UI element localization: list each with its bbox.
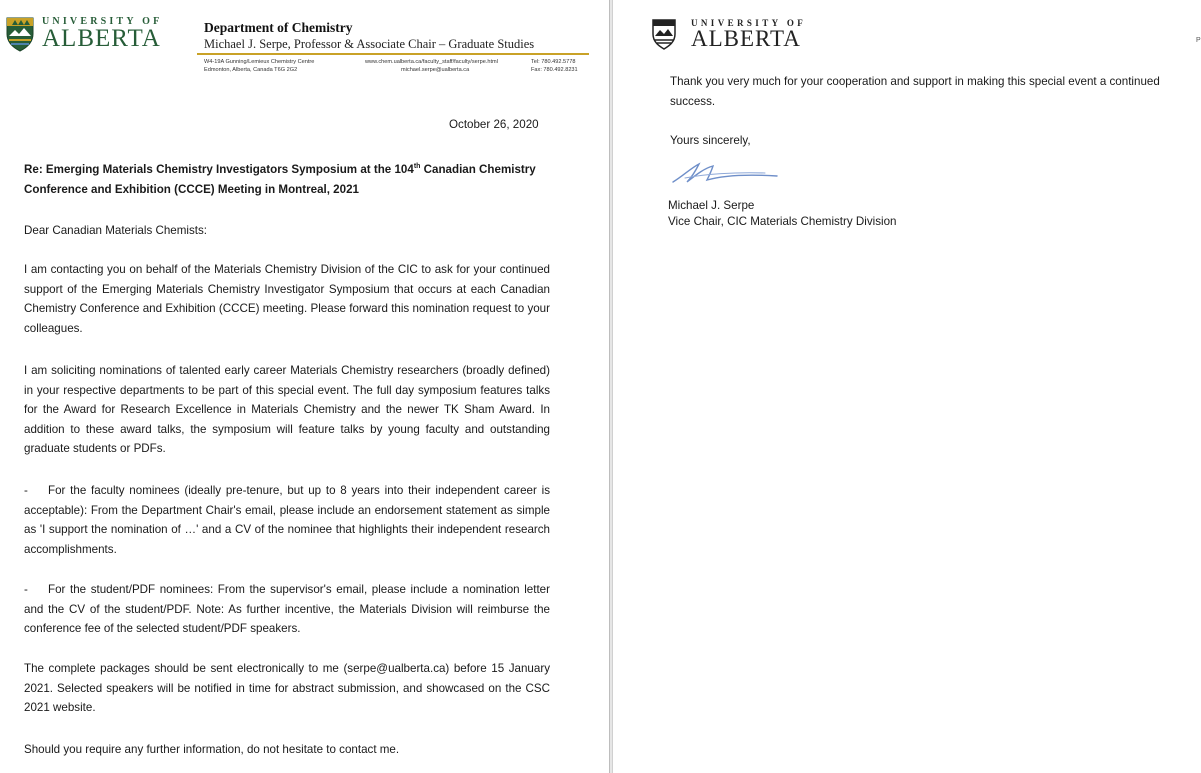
department-name: Department of Chemistry (204, 20, 353, 35)
signer-title: Vice Chair, CIC Materials Chemistry Division (668, 214, 897, 228)
thanks-paragraph (670, 72, 1200, 111)
web-address: www.chem.ualberta.ca/faculty_staff/faculty/serpe.html (365, 59, 498, 65)
paragraph-3: The complete packages should be sent electronically to me (serpe@ualberta.ca) before 15 January 2021. Selected speakers will be notified in time for abstract submission, and showcased on the CSC 2021 website. (24, 662, 550, 715)
bullet-2-text: For the student/PDF nominees: From the supervisor's email, please include a nomination letter and the CV of the student/PDF. Note: As further incentive, the Materials Division will reimburse the conference fee of the selected student/PDF speakers. (24, 583, 550, 636)
bullet-1 (24, 481, 550, 559)
person-title: Michael J. Serpe, Professor & Associate Chair – Graduate Studies (204, 37, 535, 51)
university-small-text-2: UNIVERSITY OF (691, 18, 807, 28)
university-big-text: ALBERTA (42, 25, 161, 52)
signature-image (665, 158, 785, 188)
signer-block (668, 198, 897, 229)
university-wordmark-mono (691, 18, 806, 50)
university-big-text-2: ALBERTA (691, 26, 801, 51)
letter-page-2 (613, 0, 1200, 773)
subject-part-2: Canadian Chemistry Conference and Exhibition (CCCE) Meeting in Montreal, 2021 (24, 163, 536, 196)
telephone: Tel: 780.492.5778 (531, 59, 576, 65)
subject-superscript: th (413, 163, 421, 171)
paragraph-1: I am contacting you on behalf of the Materials Chemistry Division of the CIC to ask for your continued support of the Emerging Materials Chemistry Investigator Symposium that occurs at each Canadian Chemistry Conference and Exhibition (CCCE) meeting. Please forward this nomination request to your colleagues. (24, 263, 550, 335)
closing: Yours sincerely, (670, 134, 751, 147)
letter-subject (24, 160, 550, 199)
bullet-dash-2: - (24, 583, 28, 596)
university-wordmark (42, 16, 162, 51)
address-line-1: W4-19A Gunning/Lemieux Chemistry Centre (204, 59, 315, 65)
subject-part-1: Re: Emerging Materials Chemistry Investigators Symposium at the 104 (24, 163, 414, 176)
thanks-line-1: Thank you very much for your cooperation and support in making this special event a continued (670, 75, 1160, 88)
web-email-block (365, 59, 498, 74)
page-edge-mark: P (1196, 37, 1201, 44)
phone-block (531, 59, 578, 74)
fax: Fax: 780.492.8231 (531, 66, 578, 73)
salutation: Dear Canadian Materials Chemists: (24, 224, 207, 237)
bullet-2 (24, 580, 550, 639)
department-block (204, 20, 534, 52)
letterhead-rule (197, 53, 589, 55)
bullet-1-text: For the faculty nominees (ideally pre-tenure, but up to 8 years into their independent career is acceptable): From the Department Chair's email, please include an endorsement statement as simple as 'I support the nomination of …' and a CV of the nominee that highlights their independent research accomplishments. (24, 484, 550, 556)
paragraph-4: Should you require any further information, do not hesitate to contact me. (24, 743, 400, 756)
address-line-2: Edmonton, Alberta, Canada T6G 2G2 (204, 66, 298, 73)
university-crest-icon (5, 16, 35, 52)
paragraph-2: I am soliciting nominations of talented early career Materials Chemistry researchers (broadly defined) in your respective departments to be part of this special event. The full day symposium features talks for the Award for Research Excellence in Materials Chemistry and the newer TK Sham Award. In addition to these award talks, the symposium will feature talks by young faculty and outstanding graduate students or PDFs. (24, 364, 550, 456)
bullet-dash-1: - (24, 484, 28, 497)
letter-date: October 26, 2020 (449, 118, 539, 131)
signer-name: Michael J. Serpe (668, 199, 755, 212)
email-address: michael.serpe@ualberta.ca (401, 66, 470, 73)
university-crest-mono-icon (651, 18, 677, 50)
university-small-text: UNIVERSITY OF (42, 16, 163, 27)
thanks-line-2: success. (670, 94, 716, 108)
address-block (204, 59, 314, 74)
